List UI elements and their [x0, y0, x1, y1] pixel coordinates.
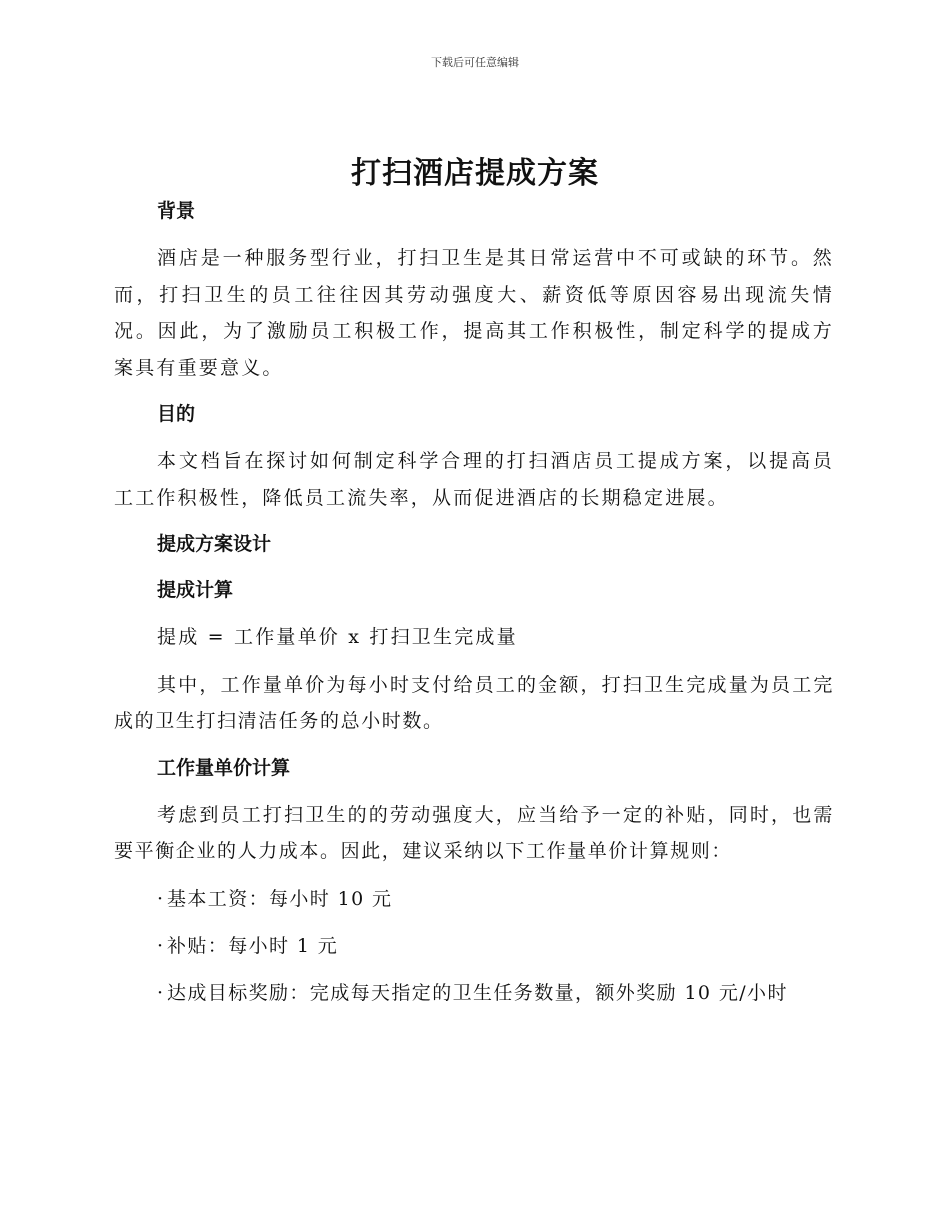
paragraph-purpose: 本文档旨在探讨如何制定科学合理的打扫酒店员工提成方案，以提高员工工作积极性，降低员工流失率，从而促进酒店的长期稳定进展。	[114, 450, 834, 509]
bullet-item	[114, 928, 834, 964]
heading-plan-design: 提成方案设计	[157, 533, 272, 555]
heading-unit-price: 工作量单价计算	[157, 756, 291, 779]
bullet-dot: ·	[157, 981, 165, 1004]
page-header-note: 下载后可任意编辑	[431, 56, 519, 69]
paragraph-formula-explain: 其中，工作量单价为每小时支付给员工的金额，打扫卫生完成量为员工完成的卫生打扫清洁任务的总小时数。	[114, 673, 834, 732]
paragraph-unit-price: 考虑到员工打扫卫生的的劳动强度大，应当给予一定的补贴，同时，也需要平衡企业的人力成本。因此，建议采纳以下工作量单价计算规则：	[114, 803, 834, 862]
heading-background: 背景	[157, 200, 196, 222]
heading-purpose: 目的	[157, 403, 196, 425]
document-title: 打扫酒店提成方案	[351, 156, 599, 191]
bullet-item	[114, 975, 834, 1011]
bullet-dot: ·	[157, 887, 165, 910]
paragraph-background: 酒店是一种服务型行业，打扫卫生是其日常运营中不可或缺的环节。然而，打扫卫生的员工往往因其劳动强度大、薪资低等原因容易出现流失情况。因此，为了激励员工积极工作，提高其工作积极性，制定科学的提成方案具有重要意义。	[114, 247, 834, 379]
bullet-item	[114, 881, 834, 917]
bullet-text-base-wage: 基本工资：每小时 10 元	[167, 887, 393, 910]
document-body	[114, 194, 834, 1022]
bullet-dot: ·	[157, 934, 165, 957]
formula-line: 提成 = 工作量单价 x 打扫卫生完成量	[157, 626, 518, 648]
bullet-text-subsidy: 补贴：每小时 1 元	[167, 934, 339, 957]
heading-commission-calc: 提成计算	[157, 579, 234, 601]
bullet-text-target-bonus: 达成目标奖励：完成每天指定的卫生任务数量，额外奖励 10 元/小时	[167, 981, 788, 1004]
